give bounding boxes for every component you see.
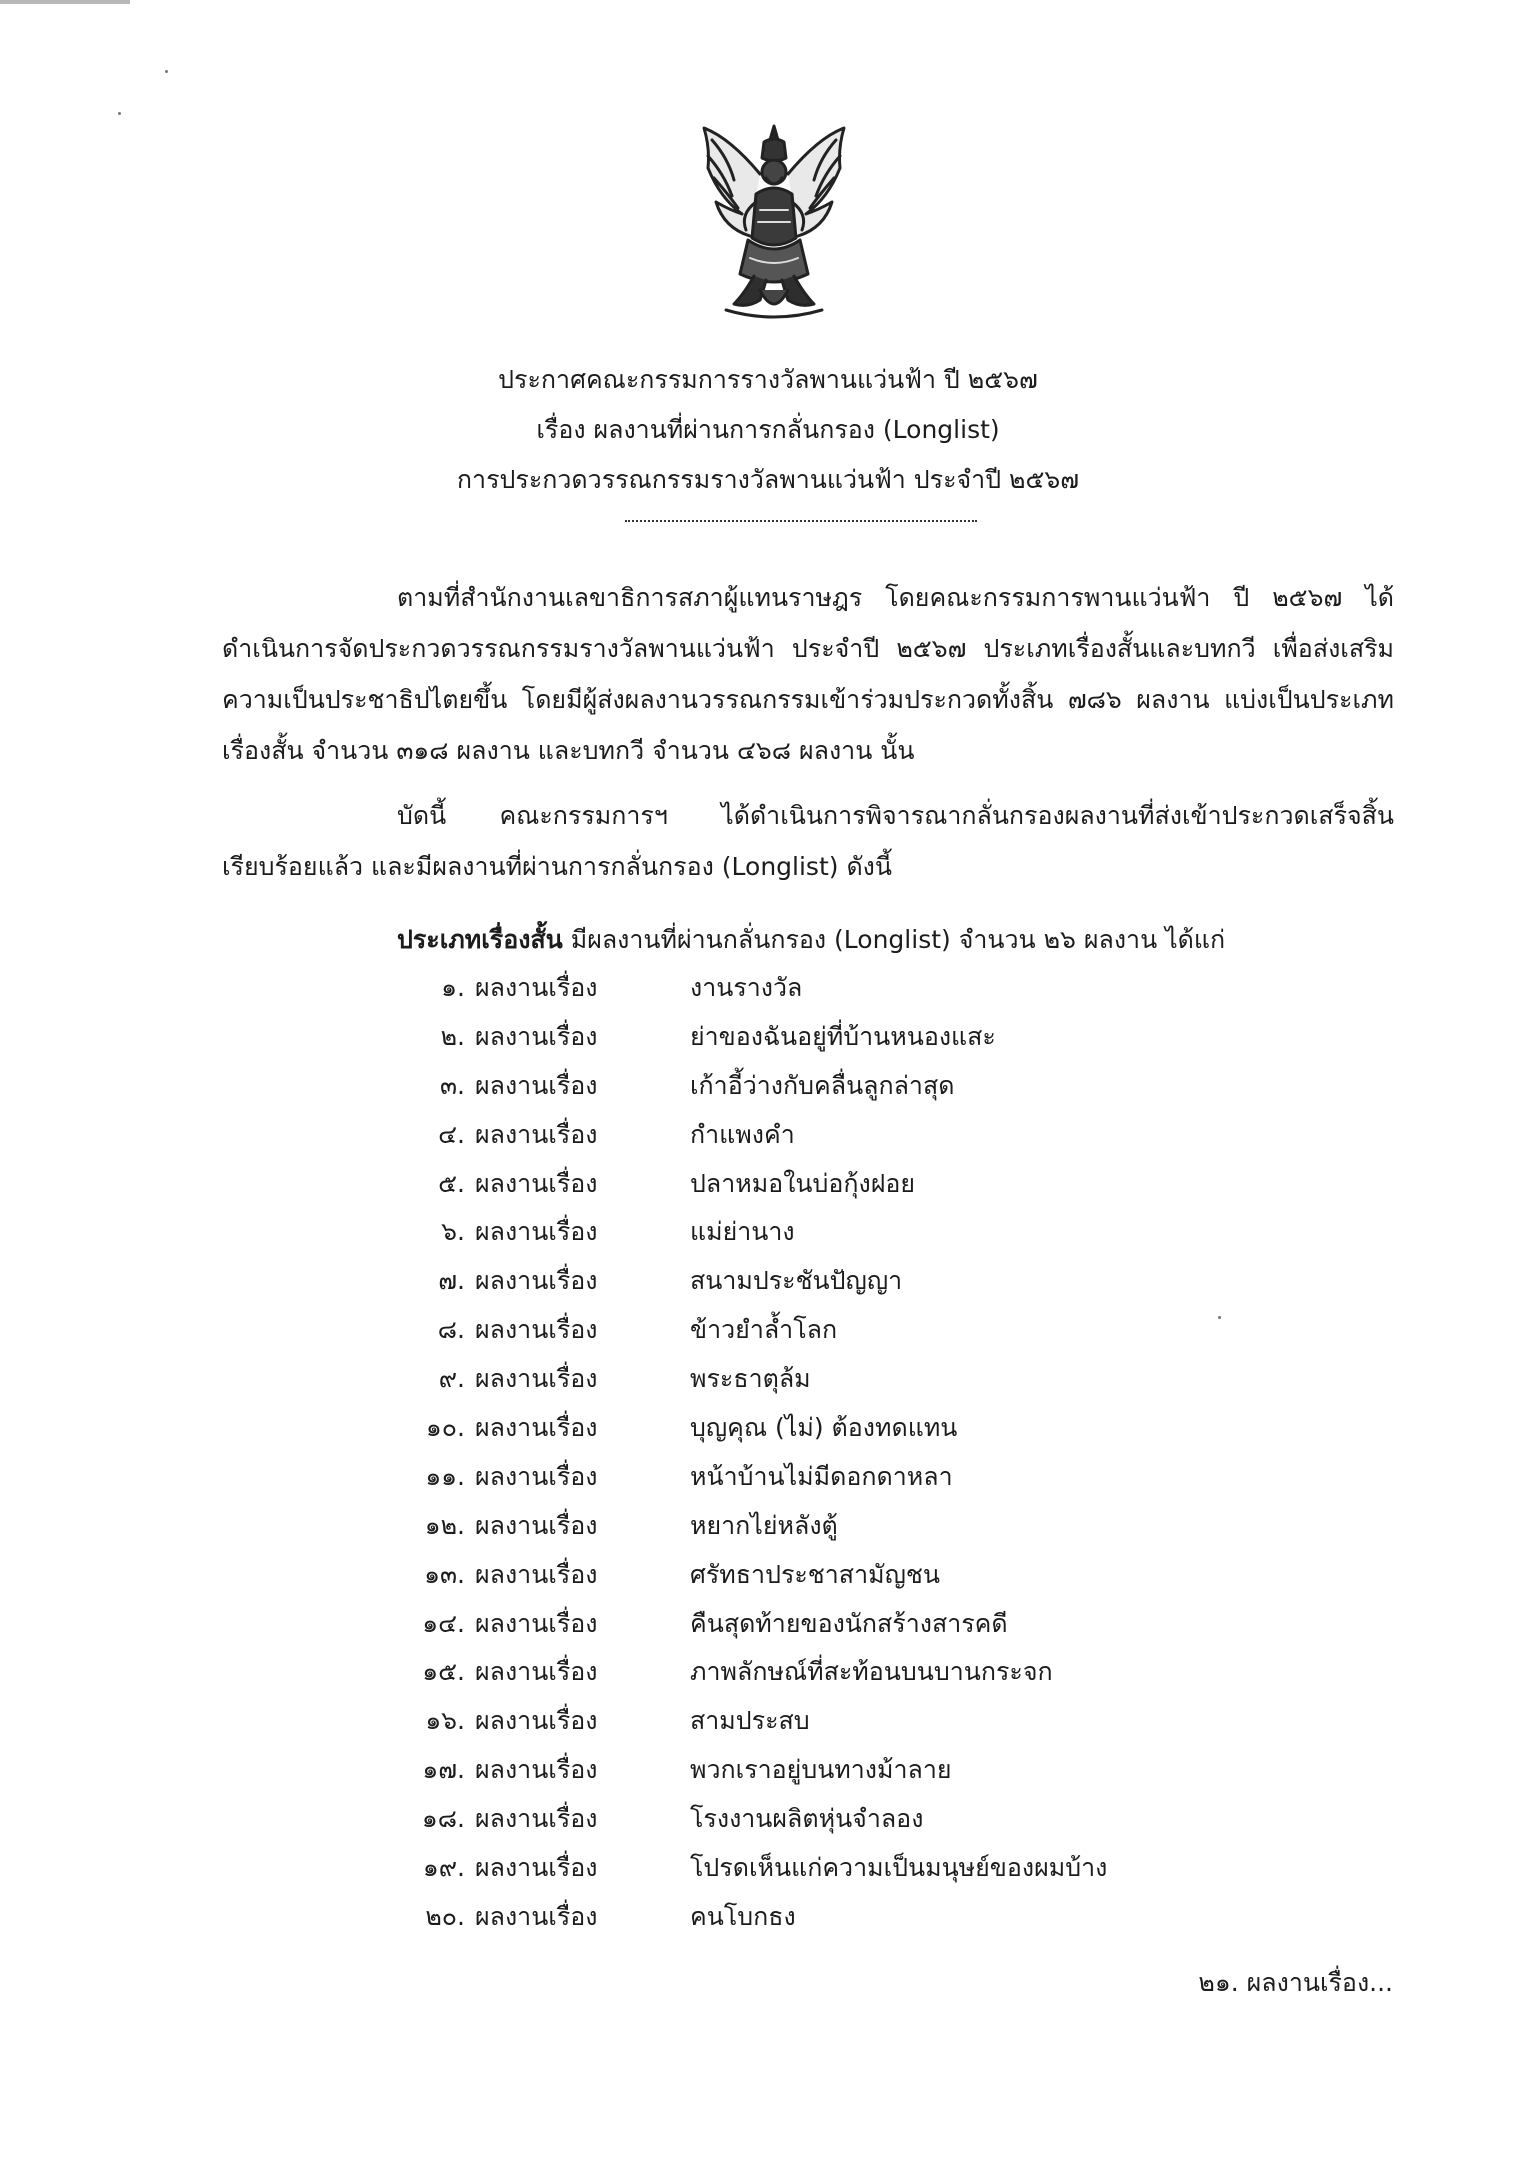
item-number: ๕. [438,1168,465,1198]
item-prefix: ผลงานเรื่อง [475,1461,598,1491]
item-prefix: ผลงานเรื่อง [475,1168,598,1198]
list-item [390,1600,1107,1649]
scan-speck [1218,1316,1221,1319]
item-prefix: ผลงานเรื่อง [475,1853,598,1883]
item-title: กำแพงคำ [690,1119,795,1149]
list-item [390,1208,1107,1257]
list-item [390,1257,1107,1306]
item-title: งานรางวัล [690,973,803,1002]
announcement-title: ประกาศคณะกรรมการรางวัลพานแว่นฟ้า ปี ๒๕๖๗ [498,365,1038,394]
list-item [390,1453,1107,1502]
item-number: ๒๐. [425,1901,465,1931]
item-title: หยากไย่หลังตู้ [690,1510,838,1540]
longlist-list [390,964,1107,1942]
item-title: หน้าบ้านไม่มีดอกดาหลา [690,1461,953,1491]
item-number: ๑๘. [421,1804,465,1834]
result-paragraph-text: บัดนี้ คณะกรรมการฯ ได้ดำเนินการพิจารณากลั่นกรองผลงานที่ส่งเข้าประกวดเสร็จสิ้น เรียบร้อยแล้ว และมีผลงานที่ผ่านการกลั่นกรอง (Longlist) ดังนี้ [222,801,1394,881]
item-title: ย่าของฉันอยู่ที่บ้านหนองแสะ [690,1021,996,1051]
item-number: ๑๒. [424,1510,465,1540]
item-title: โรงงานผลิตหุ่นจำลอง [690,1804,924,1834]
item-title: คืนสุดท้ายของนักสร้างสารคดี [690,1608,1008,1638]
item-number: ๑๕. [422,1657,465,1687]
item-prefix: ผลงานเรื่อง [475,1070,598,1100]
item-title: สามประสบ [690,1706,810,1736]
item-number: ๑๗. [422,1755,465,1785]
item-title: ศรัทธาประชาสามัญชน [690,1559,940,1589]
item-title: ภาพลักษณ์ที่สะท้อนบนบานกระจก [690,1657,1053,1687]
list-item [390,1013,1107,1062]
item-number: ๘. [437,1315,465,1345]
item-title: ข้าวยำล้ำโลก [690,1315,838,1345]
list-item [390,1404,1107,1453]
announcement-contest-name: การประกวดวรรณกรรมรางวัลพานแว่นฟ้า ประจำปี ๒๕๖๗ [456,465,1080,494]
item-prefix: ผลงานเรื่อง [475,1266,598,1296]
dotted-divider [625,520,977,522]
result-paragraph [222,790,1394,892]
item-title: ปลาหมอในบ่อกุ้งฝอย [690,1168,916,1198]
item-number: ๑๔. [422,1608,465,1638]
announcement-subject: เรื่อง ผลงานที่ผ่านการกลั่นกรอง (Longlist) [536,415,1000,444]
list-item [390,1062,1107,1111]
item-number: ๑๑. [425,1461,465,1491]
item-number: ๙. [438,1364,465,1394]
item-number: ๑๙. [422,1853,465,1883]
item-number: ๑๖. [425,1706,465,1736]
item-title: พระธาตุล้ม [690,1364,811,1394]
list-item [390,1795,1107,1844]
item-title: พวกเราอยู่บนทางม้าลาย [690,1755,952,1785]
item-title: บุญคุณ (ไม่) ต้องทดแทน [690,1413,958,1443]
item-prefix: ผลงานเรื่อง [475,973,598,1002]
item-title: เก้าอี้ว่างกับคลื่นลูกล่าสุด [690,1070,955,1100]
list-item [390,1160,1107,1209]
item-prefix: ผลงานเรื่อง [475,1510,598,1540]
item-number: ๗. [438,1266,465,1296]
scan-speck [118,112,121,115]
intro-paragraph-text: ตามที่สำนักงานเลขาธิการสภาผู้แทนราษฎร โดยคณะกรรมการพานแว่นฟ้า ปี ๒๕๖๗ ได้ดำเนินการจัดประกวดวรรณกรรมรางวัลพานแว่นฟ้า ประจำปี ๒๕๖๗ ประเภทเรื่องสั้นและบทกวี เพื่อส่งเสริมความเป็นประชาธิปไตยขึ้น โดยมีผู้ส่งผลงานวรรณกรรมเข้าร่วมประกวดทั้งสิ้น ๗๘๖ ผลงาน แบ่งเป็นประเภทเรื่องสั้น จำนวน ๓๑๘ ผลงาน และบทกวี จำนวน ๔๖๘ ผลงาน นั้น [222,583,1394,765]
list-item [390,1746,1107,1795]
list-item [390,1502,1107,1551]
item-prefix: ผลงานเรื่อง [475,1217,598,1247]
intro-paragraph [222,572,1394,776]
item-title: แม่ย่านาง [690,1217,795,1247]
item-number: ๔. [438,1119,465,1149]
short-story-section-title [397,915,1225,965]
item-number: ๑๓. [424,1559,465,1589]
item-number: ๑. [441,973,465,1002]
item-prefix: ผลงานเรื่อง [475,1804,598,1834]
section-description: มีผลงานที่ผ่านกลั่นกรอง (Longlist) จำนวน ๒๖ ผลงาน ได้แก่ [562,925,1226,954]
item-title: คนโบกธง [690,1901,796,1931]
item-number: ๒. [440,1021,465,1051]
item-prefix: ผลงานเรื่อง [475,1413,598,1443]
scan-speck [165,70,168,73]
item-prefix: ผลงานเรื่อง [475,1559,598,1589]
item-number: ๑๐. [425,1413,465,1443]
continuation-text: ๒๑. ผลงานเรื่อง... [1198,1968,1393,1997]
item-title: สนามประชันปัญญา [690,1266,903,1296]
section-category: ประเภทเรื่องสั้น [397,925,563,954]
item-prefix: ผลงานเรื่อง [475,1755,598,1785]
item-number: ๖. [441,1217,465,1247]
list-item [390,1893,1107,1942]
item-prefix: ผลงานเรื่อง [475,1021,598,1051]
list-item [390,1697,1107,1746]
list-item [390,1844,1107,1893]
item-prefix: ผลงานเรื่อง [475,1119,598,1149]
item-prefix: ผลงานเรื่อง [475,1706,598,1736]
item-number: ๓. [439,1070,465,1100]
item-prefix: ผลงานเรื่อง [475,1364,598,1394]
list-item [390,1648,1107,1697]
item-prefix: ผลงานเรื่อง [475,1901,598,1931]
item-prefix: ผลงานเรื่อง [475,1608,598,1638]
scan-edge-mark [0,0,130,4]
item-prefix: ผลงานเรื่อง [475,1315,598,1345]
list-item [390,964,1107,1013]
item-title: โปรดเห็นแก่ความเป็นมนุษย์ของผมบ้าง [690,1853,1108,1883]
list-item [390,1355,1107,1404]
list-item [390,1306,1107,1355]
item-prefix: ผลงานเรื่อง [475,1657,598,1687]
list-item [390,1551,1107,1600]
garuda-emblem-icon [690,118,858,333]
list-item [390,1111,1107,1160]
